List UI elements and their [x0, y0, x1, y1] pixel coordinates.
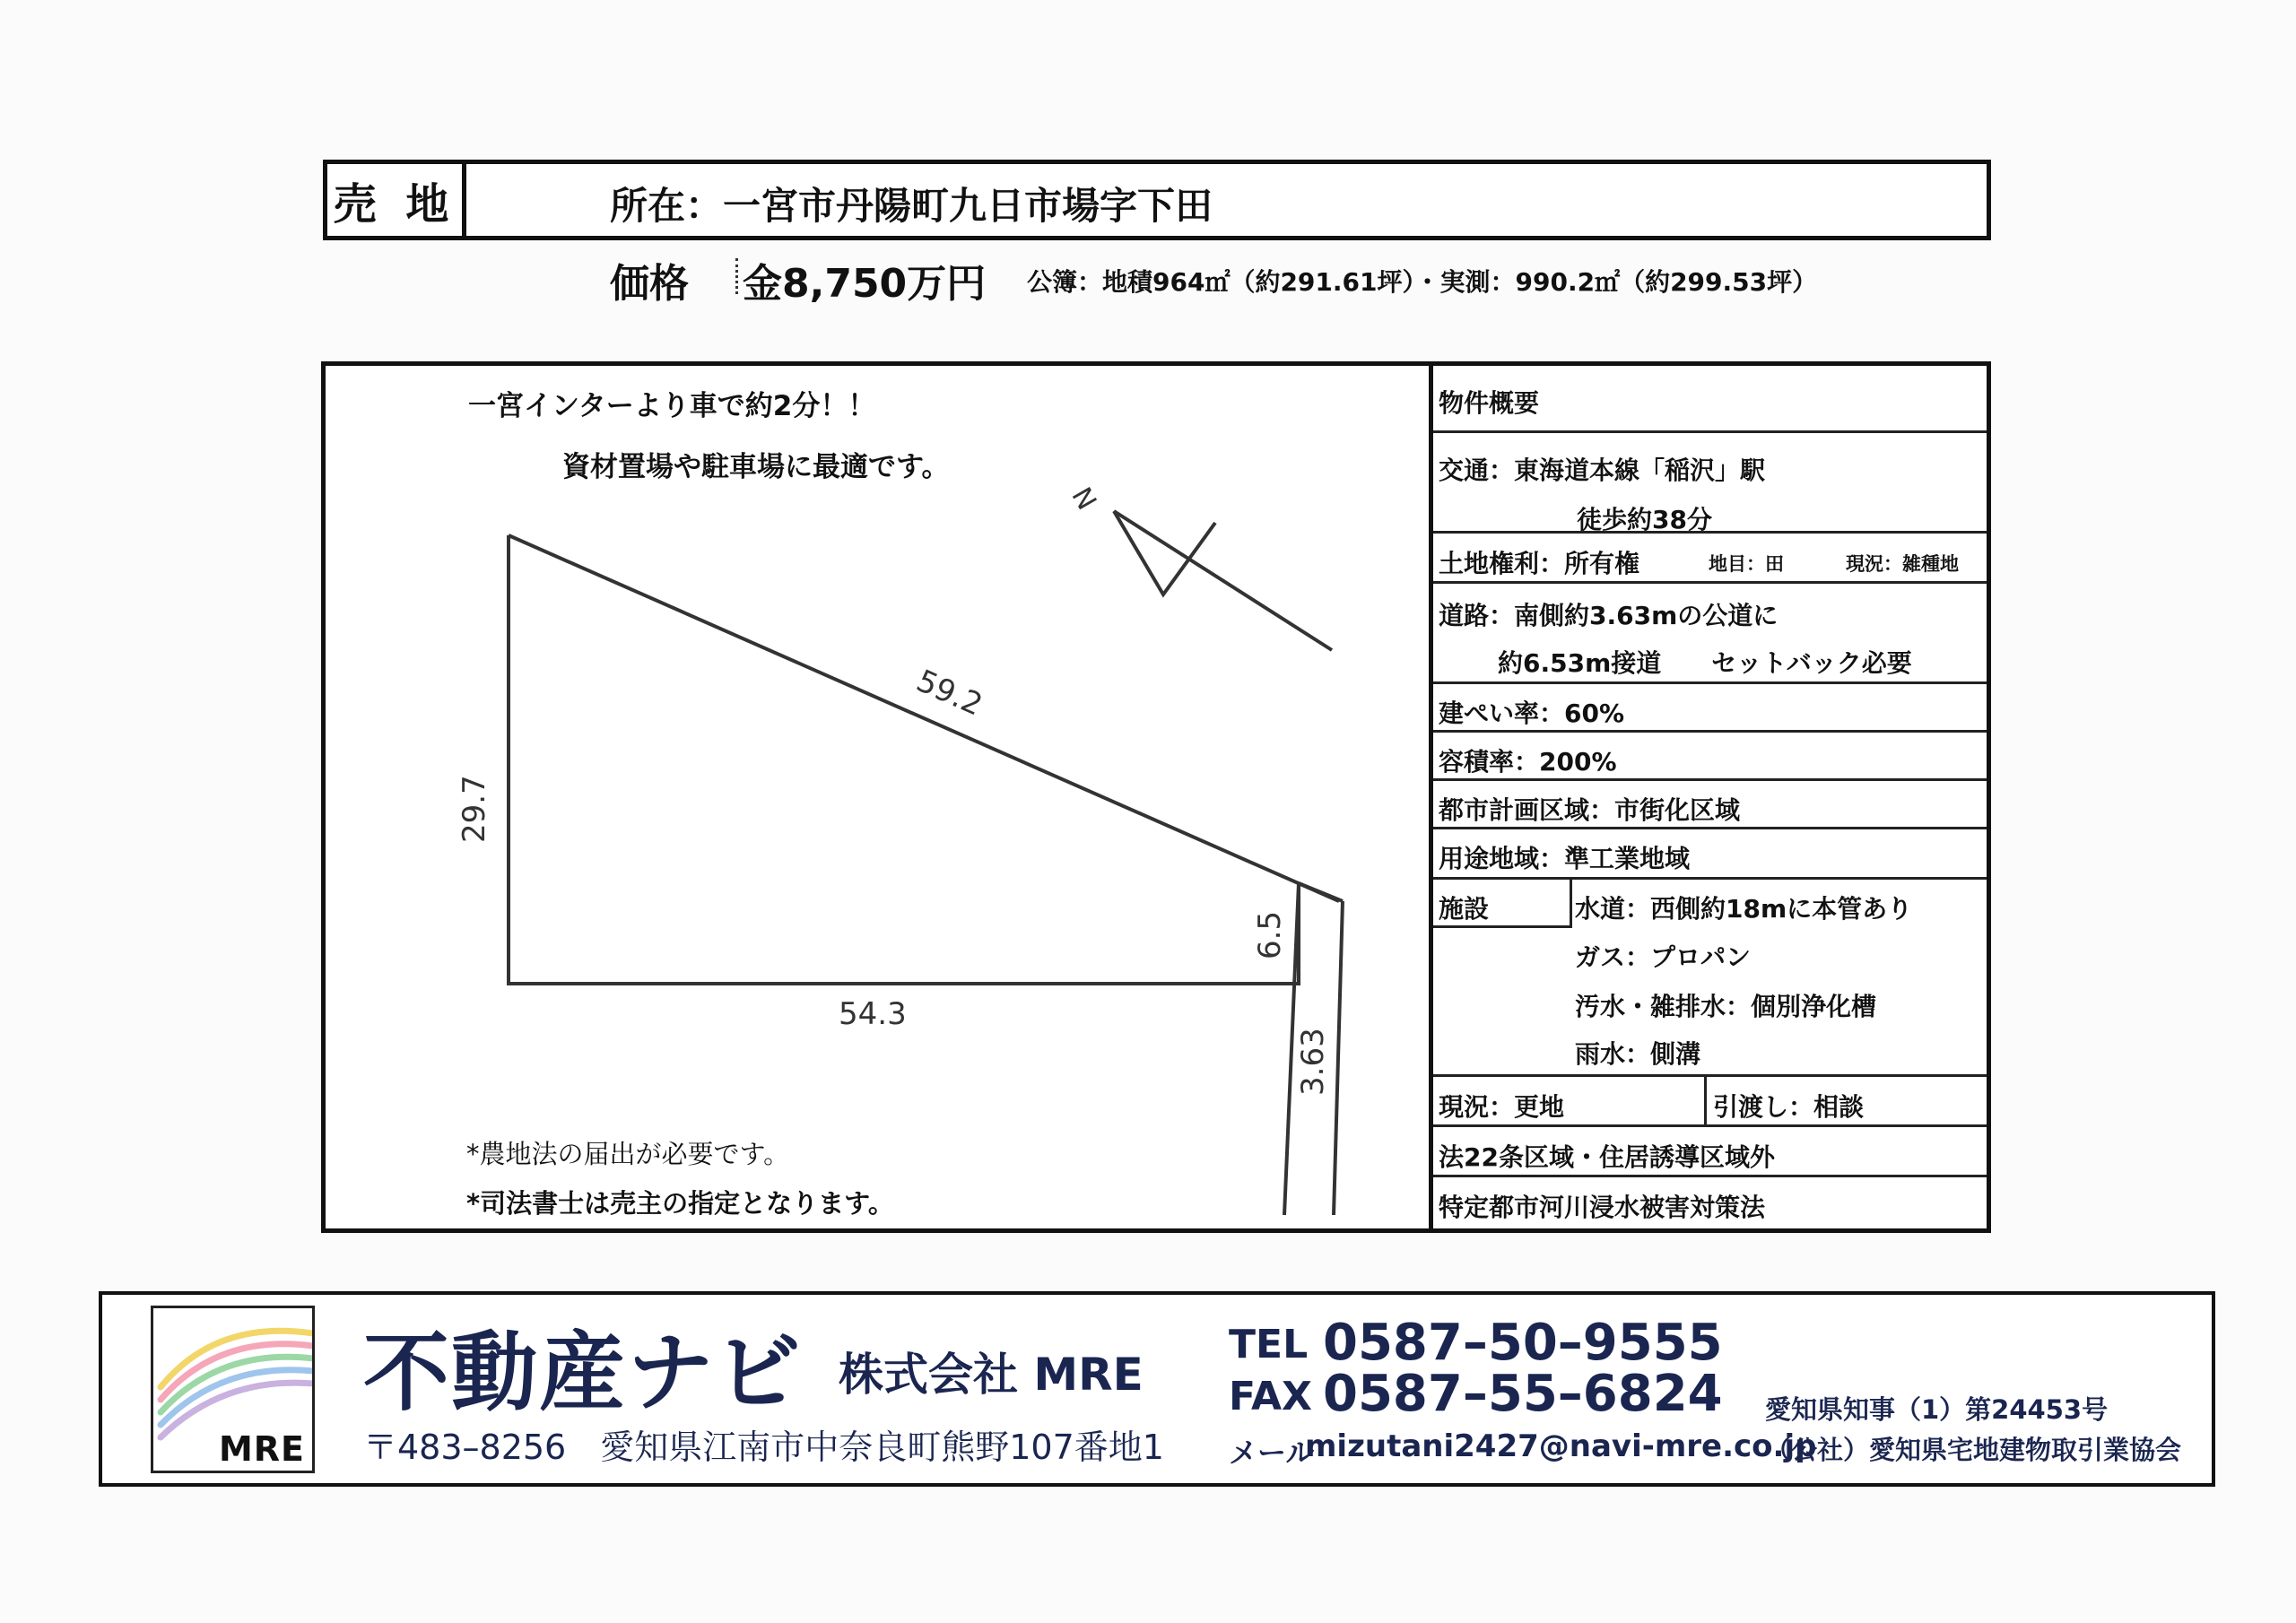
association-name: （公社）愛知県宅地建物取引業協会 [1765, 1435, 2182, 1465]
facilities-row [1433, 880, 1987, 1077]
license-number: 愛知県知事（1）第24453号 [1765, 1394, 2109, 1425]
sewage: 汚水・雑排水：個別浄化槽 [1575, 992, 1877, 1021]
summary-title-row [1433, 366, 1987, 433]
brand-name: 不動産ナビ [363, 1323, 803, 1423]
gas: ガス：プロパン [1575, 942, 1752, 972]
tel-number[interactable]: 0587–50–9555 [1323, 1314, 1723, 1372]
traffic-row [1433, 433, 1987, 534]
road-line-2: 約6.53m接道 セットバック必要 [1498, 648, 1912, 678]
company-address: 〒483–8256 愛知県江南市中奈良町熊野107番地1 [363, 1428, 1164, 1467]
city-planning: 都市計画区域：市街化区域 [1439, 795, 1741, 825]
listing-type: 売 地 [327, 164, 466, 236]
flood-row [1433, 1177, 1987, 1228]
header-bar [323, 160, 1991, 240]
land-row [1433, 534, 1987, 584]
price-label: 価格 [610, 261, 689, 307]
current-row-divider [1704, 1077, 1707, 1125]
dim-left: 29.7 [457, 775, 492, 843]
summary-table [1433, 366, 1987, 1228]
coverage-row [1433, 684, 1987, 733]
zoning-row [1433, 829, 1987, 880]
road-line-1: 道路：南側約3.63mの公道に [1439, 601, 1779, 630]
road-row [1433, 584, 1987, 684]
company-name: 株式会社 MRE [839, 1349, 1144, 1401]
flood-law: 特定都市河川浸水被害対策法 [1439, 1193, 1766, 1222]
note-1: *農地法の届出が必要です。 [466, 1139, 790, 1169]
land-category: 地目：田 [1709, 553, 1784, 575]
dim-right: 6.5 [1252, 910, 1288, 959]
north-label: N [1065, 482, 1102, 516]
area-info: 公簿：地積964㎡（約291.61坪）・実測：990.2㎡（約299.53坪） [1027, 267, 1818, 297]
mail-address[interactable]: mizutani2427@navi-mre.co.jp [1305, 1428, 1817, 1464]
traffic-line-2: 徒歩約38分 [1577, 505, 1712, 534]
price-separator [735, 258, 741, 294]
price-value: 金8,750万円 [743, 261, 987, 307]
dim-diagonal: 59.2 [910, 663, 988, 724]
summary-title: 物件概要 [1439, 388, 1540, 418]
water: 水道：西側約18mに本管あり [1575, 894, 1913, 924]
facilities-label-cell [1433, 880, 1572, 928]
company-logo [151, 1306, 315, 1473]
traffic-line-1: 交通：東海道本線「稲沢」駅 [1439, 456, 1766, 485]
current-row [1433, 1077, 1987, 1127]
far-row [1433, 733, 1987, 781]
facilities-label: 施設 [1439, 894, 1490, 924]
city-planning-row [1433, 781, 1987, 829]
catch-line-1: 一宮インターより車で約2分！！ [468, 390, 876, 422]
land-right: 土地権利：所有権 [1439, 549, 1640, 578]
fax-label: FAX [1229, 1374, 1312, 1419]
mail-label: メール [1229, 1436, 1315, 1470]
current-status: 現況：更地 [1439, 1092, 1565, 1122]
note-2: *司法書士は売主の指定となります。 [466, 1188, 894, 1219]
dim-road: 3.63 [1295, 1028, 1331, 1096]
location: 所在：一宮市丹陽町九日市場字下田 [610, 184, 1213, 228]
dim-bottom: 54.3 [839, 996, 907, 1032]
law22: 法22条区域・住居誘導区域外 [1439, 1142, 1775, 1172]
logo-text: MRE [218, 1429, 305, 1469]
rain: 雨水：側溝 [1575, 1039, 1701, 1069]
coverage: 建ぺい率：60% [1439, 699, 1625, 728]
floor-area-ratio: 容積率：200% [1439, 747, 1617, 777]
zoning: 用途地域：準工業地域 [1439, 844, 1691, 873]
catch-line-2: 資材置場や駐車場に最適です。 [562, 451, 950, 483]
law22-row [1433, 1127, 1987, 1177]
fax-number: 0587–55–6824 [1323, 1365, 1723, 1423]
tel-label: TEL [1229, 1322, 1309, 1367]
land-status: 現況：雑種地 [1846, 553, 1959, 575]
handover: 引渡し：相談 [1713, 1092, 1865, 1122]
